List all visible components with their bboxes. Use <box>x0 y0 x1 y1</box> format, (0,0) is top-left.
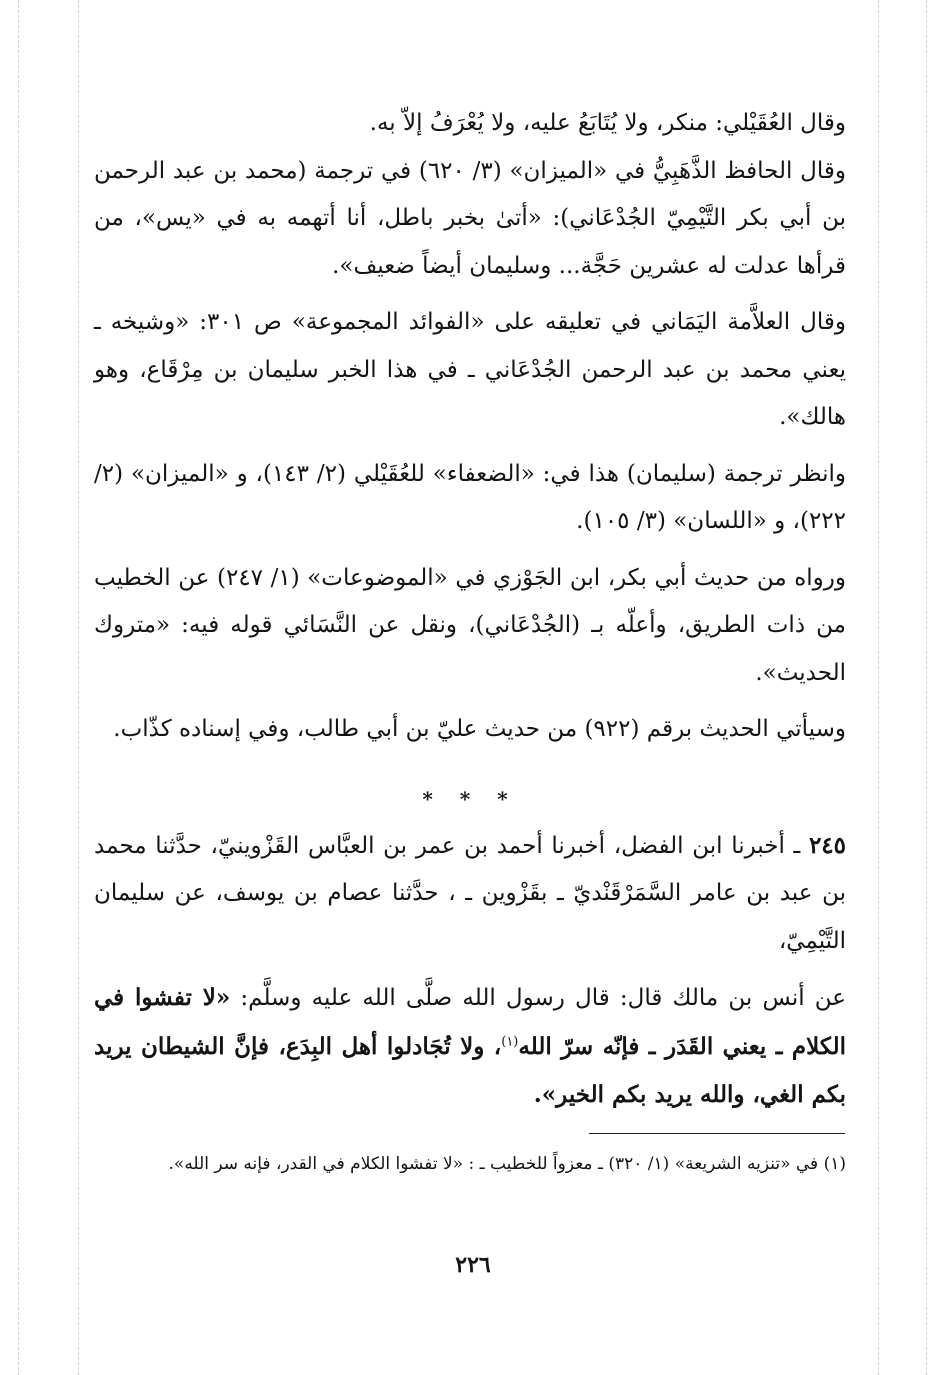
hadith-chain-text: ـ أخبرنا ابن الفضل، أخبرنا أحمد بن عمر بن العبَّاس القَزْوينيّ، حدَّثنا محمد بن عبد بن عامر السَّمَرْقَنْديّ ـ بقَزْوين ـ ، حدَّثنا عصام بن يوسف، عن سليمان التَّيْمِيّ، <box>94 832 846 954</box>
text-margin-guide-right <box>878 0 879 1375</box>
page-body <box>94 100 846 1120</box>
paragraph-ibn-jawzi: ورواه من حديث أبي بكر، ابن الجَوْزي في «الموضوعات» (١/ ٢٤٧) عن الخطيب من ذات الطريق، وأعلّه بـ (الجُدْعَاني)، ونقل عن النَّسَائي قوله فيه: «متروك الحديث». <box>94 564 846 686</box>
footnote-rule <box>589 1133 845 1134</box>
hadith-matn-part1: «لا تفشوا في الكلام ـ يعني القَدَر ـ فإنّه سرّ الله <box>94 984 846 1060</box>
paragraph-yamani: وقال العلاَّمة اليَمَاني في تعليقه على «الفوائد المجموعة» ص ٣٠١: «وشيخه ـ يعني محمد بن عبد الرحمن الجُدْعَاني ـ في هذا الخبر سليمان بن مِرْقَاع، وهو هالك». <box>94 309 846 430</box>
page-number: ٢٢٦ <box>455 1252 491 1278</box>
hadith-matn-part2: ، ولا تُجَادلوا أهل البِدَع، فإنَّ الشيطان يريد بكم الغي، والله يريد بكم الخير». <box>94 1032 846 1108</box>
footnote-reference: (١) <box>501 1033 519 1049</box>
right-margin-guide <box>926 0 927 1375</box>
section-separator: * * * <box>422 786 518 811</box>
hadith-text <box>94 974 846 1120</box>
hadith-narration-intro: عن أنس بن مالك قال: قال رسول الله صلَّى الله عليه وسلَّم: <box>240 985 847 1011</box>
footnote-text: (١) في «تنزيه الشريعة» (١/ ٣٢٠) ـ معزواً للخطيب ـ : «لا تفشوا الكلام في القدر، فإنه سر الله». <box>168 1154 846 1174</box>
left-margin-guide <box>18 0 19 1375</box>
paragraph-dhahabi: وقال الحافظ الذَّهَبِيُّ في «الميزان» (٣/ ٦٢٠) في ترجمة (محمد بن عبد الرحمن بن أبي بكر التَّيْمِيّ الجُدْعَاني): «أتىٰ بخبر باطل، أنا أتهمه به في «يس»، من قرأها عدلت له عشرين حَجَّة... وسليمان أيضاً ضعيف». <box>94 157 846 279</box>
hadith-chain <box>94 822 846 966</box>
paragraph-forthcoming: وسيأتي الحديث برقم (٩٢٢) من حديث عليّ بن أبي طالب، وفي إسناده كذّاب. <box>113 716 846 742</box>
paragraph-uqayli: وقال العُقَيْلي: منكر، ولا يُتَابَعُ عليه، ولا يُعْرَفُ إلاّ به. <box>369 110 846 136</box>
paragraph-see-also: وانظر ترجمة (سليمان) هذا في: «الضعفاء» للعُقَيْلي (٢/ ١٤٣)، و «الميزان» (٢/ ٢٢٢)، و «اللسان» (٣/ ١٠٥). <box>94 460 846 534</box>
hadith-number: ٢٤٥ <box>808 831 847 859</box>
text-margin-guide-left <box>78 0 79 1375</box>
